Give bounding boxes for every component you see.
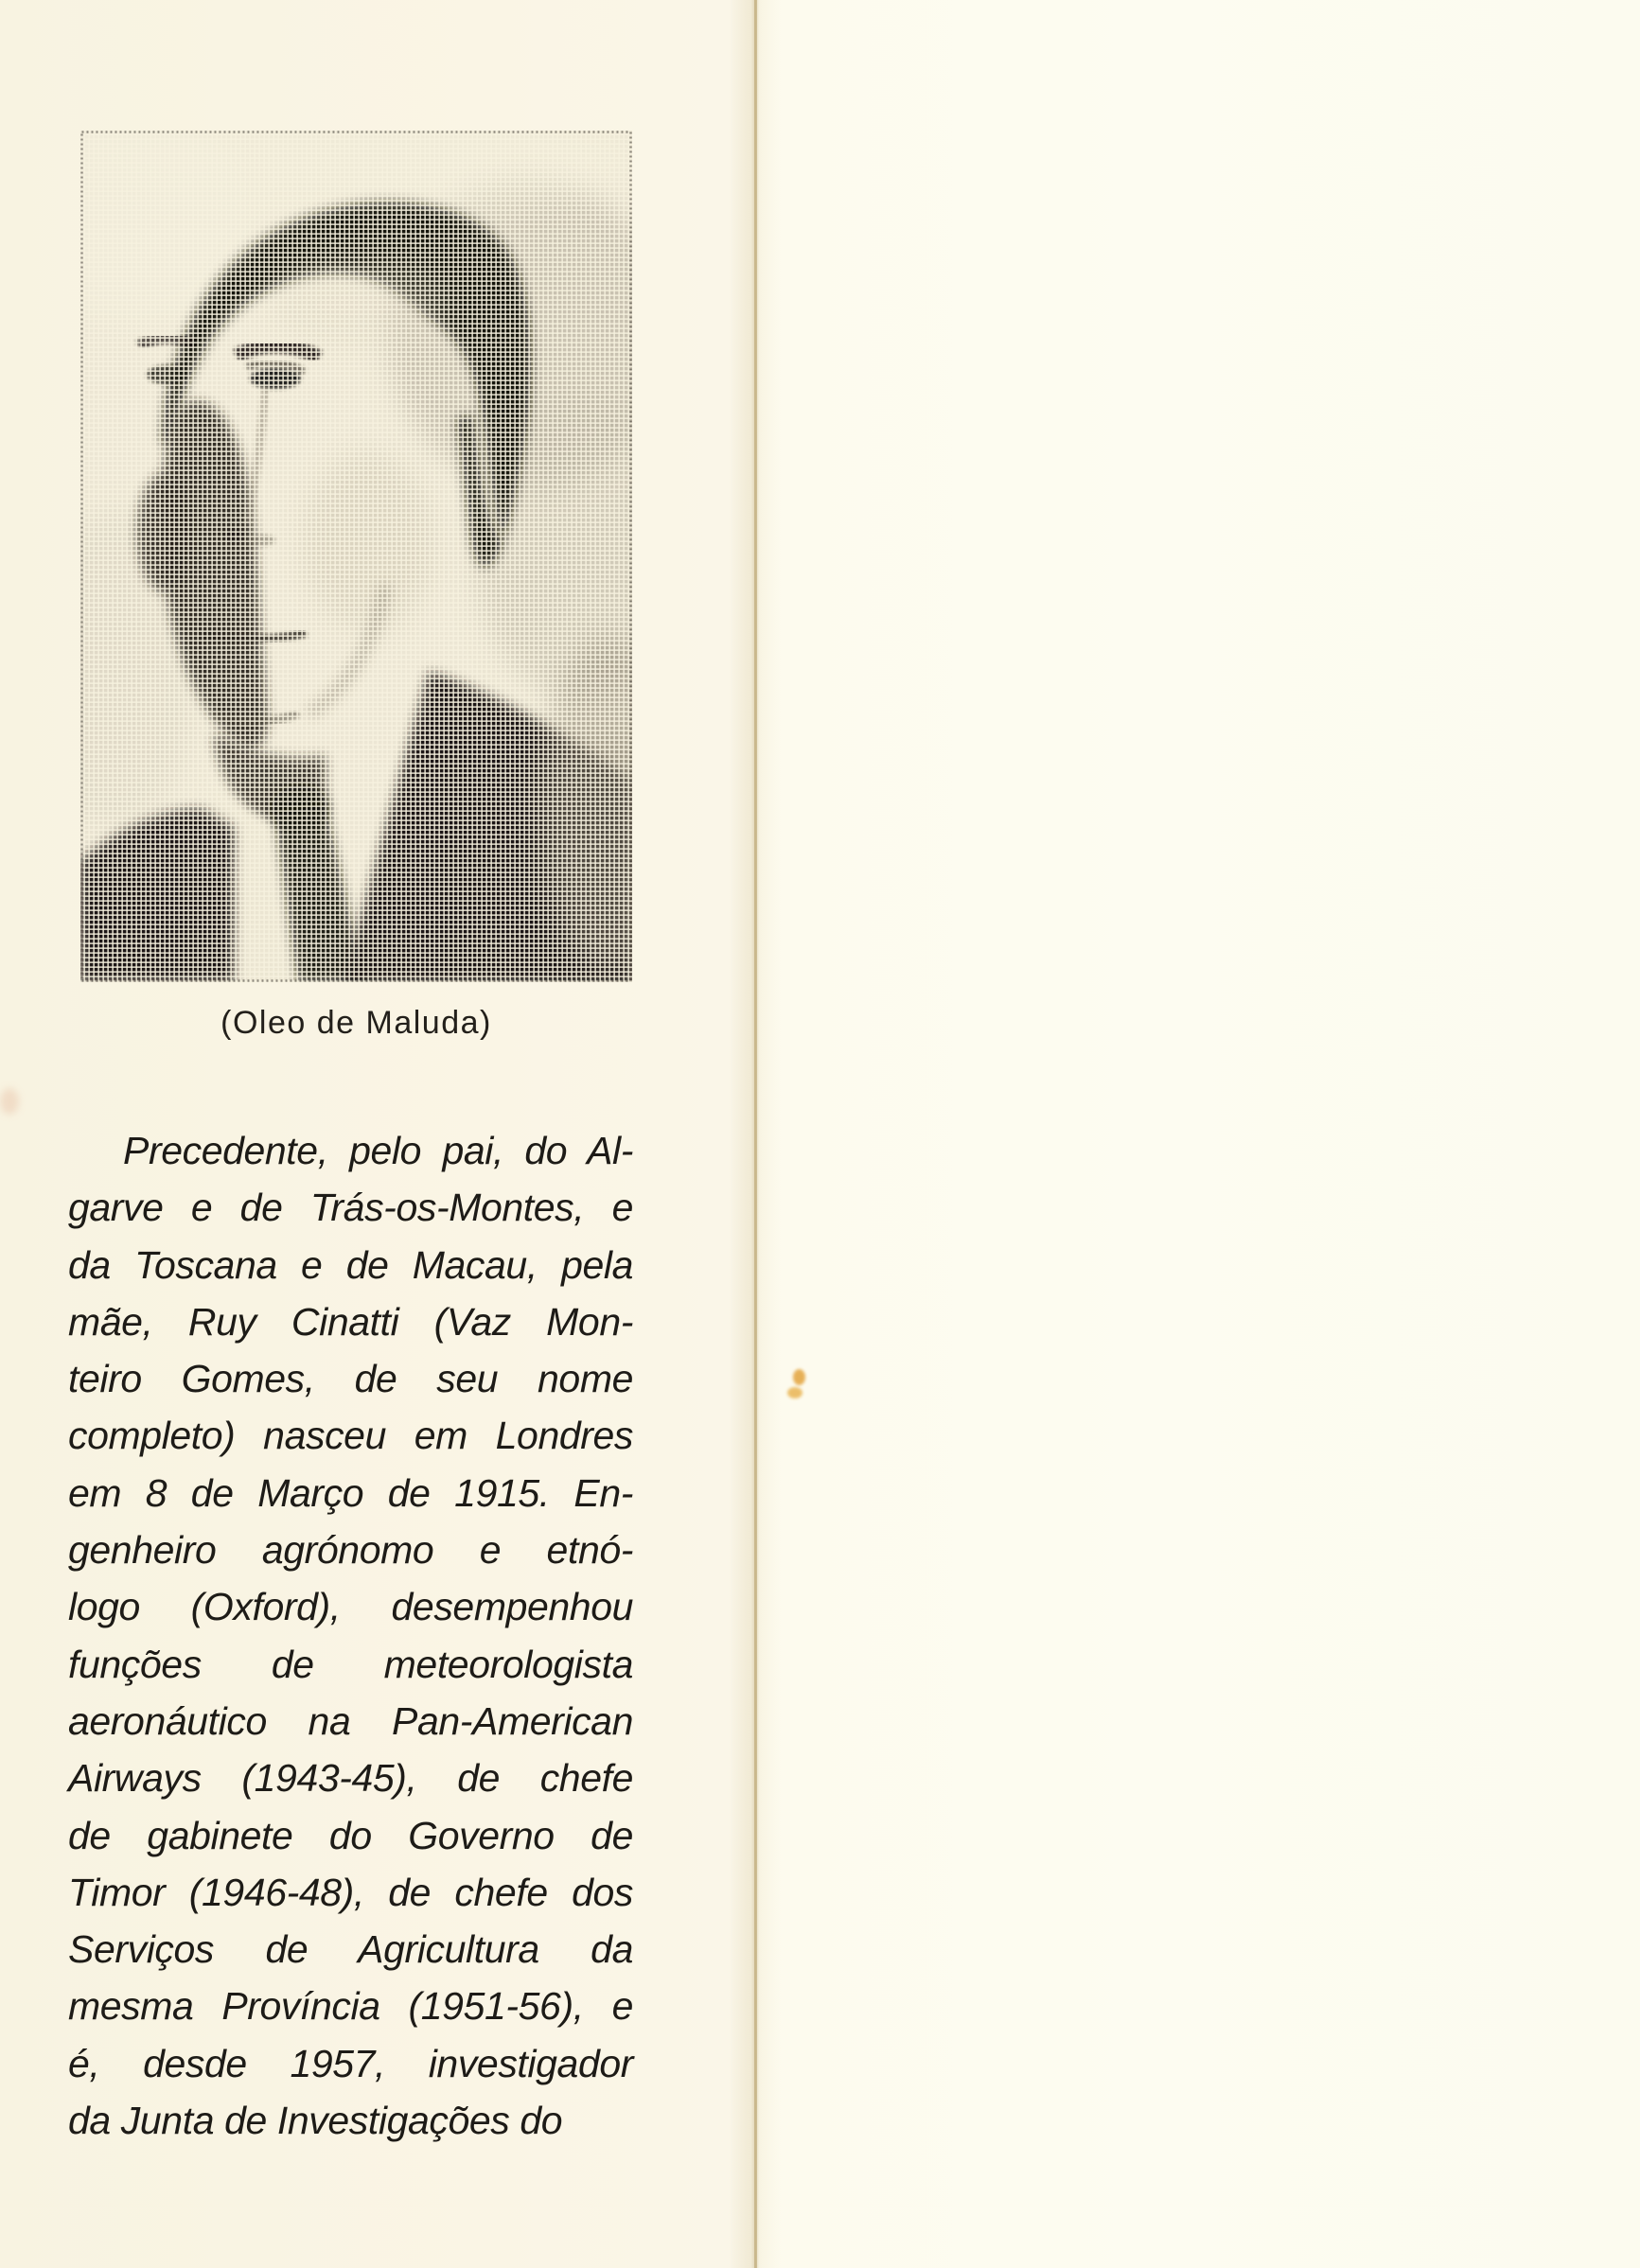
paragraph-line: logo (Oxford), desempenhou <box>68 1585 633 1629</box>
paragraph-line: da Toscana e de Macau, pela <box>68 1242 633 1287</box>
halftone-portrait-illustration <box>80 131 632 982</box>
paragraph-line: Serviços de Agricultura da <box>68 1927 633 1972</box>
paragraph-line: mesma Província (1951-56), e <box>68 1984 633 2029</box>
paragraph-line: mãe, Ruy Cinatti (Vaz Mon- <box>68 1299 633 1344</box>
paragraph-line: é, desde 1957, investigador <box>68 2041 633 2085</box>
photo-caption: (Oleo de Maluda) <box>220 1005 492 1041</box>
paragraph-line: da Junta de Investigações do <box>68 2099 563 2143</box>
paragraph-line: completo) nasceu em Londres <box>68 1414 633 1458</box>
paragraph-line: genheiro agrónomo e etnó- <box>68 1528 633 1573</box>
page-fold-line <box>754 0 757 2268</box>
paragraph-line: em 8 de Março de 1915. En- <box>68 1470 633 1515</box>
biography-paragraph <box>68 1122 633 2149</box>
stain-mark-left-edge <box>0 1088 19 1115</box>
stain-mark-lower <box>787 1387 802 1398</box>
paragraph-line: Precedente, pelo pai, do Al- <box>123 1129 633 1172</box>
paragraph-line: funções de meteorologista <box>68 1642 633 1686</box>
stain-mark-upper <box>793 1369 805 1385</box>
paragraph-line: Airways (1943-45), de chefe <box>68 1756 633 1801</box>
paragraph-line: teiro Gomes, de seu nome <box>68 1357 633 1401</box>
paragraph-line: Timor (1946-48), de chefe dos <box>68 1870 633 1914</box>
paragraph-line: de gabinete do Governo de <box>68 1813 633 1857</box>
portrait-photo <box>80 131 632 982</box>
paragraph-line: aeronáutico na Pan-American <box>68 1698 633 1743</box>
paragraph-line: garve e de Trás-os-Montes, e <box>68 1186 633 1230</box>
